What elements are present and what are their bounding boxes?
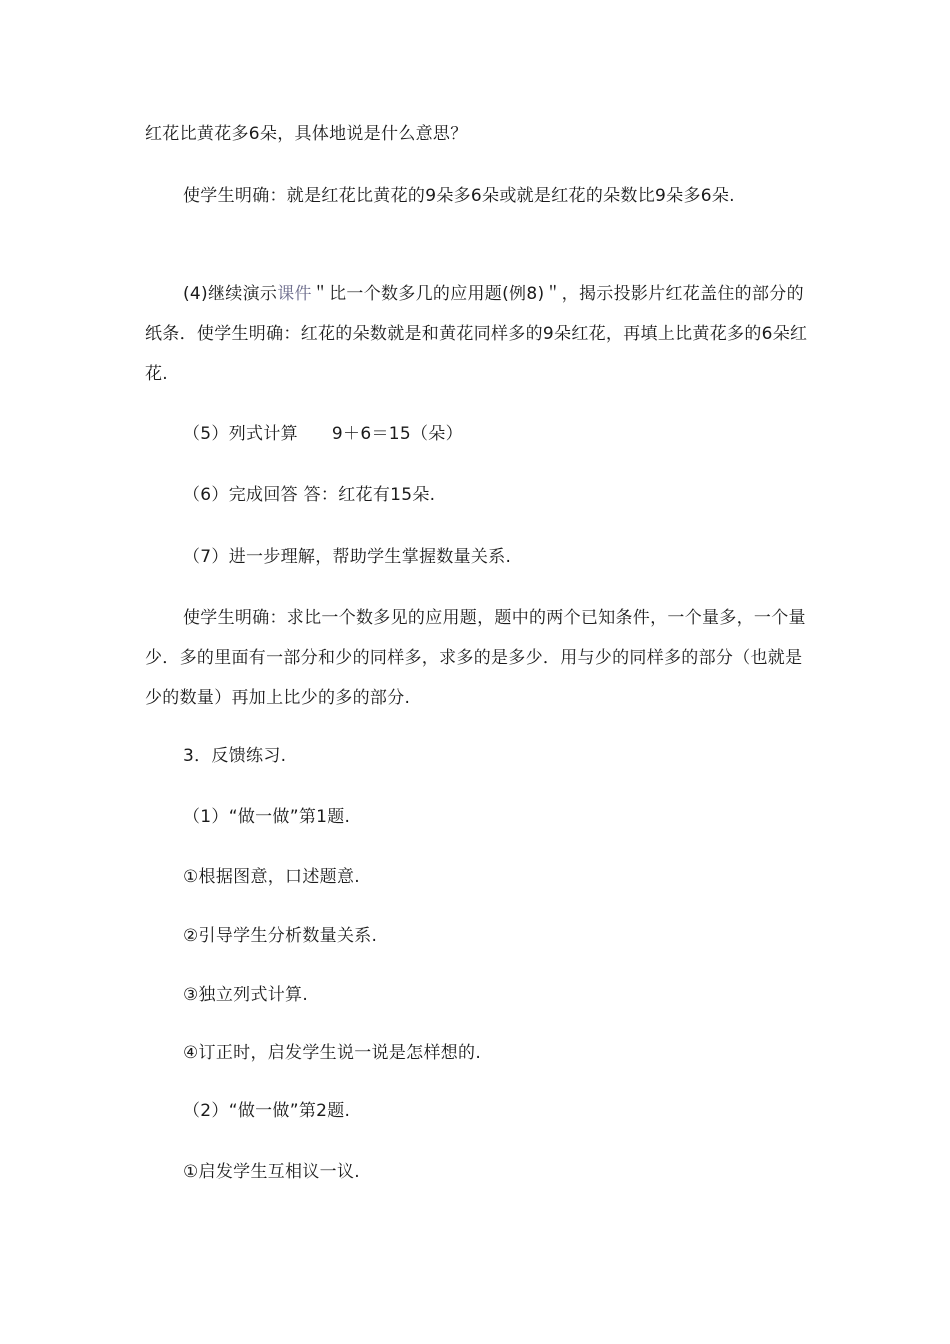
paragraph-answer: （6）完成回答 答：红花有15朵. (183, 485, 436, 505)
demo-suffix: ＂比一个数多几的应用题(例8)＂，揭示投影片红花盖住的部分的纸条．使学生明确：红花的朵数就是和黄花同样多的9朵红花，再填上比黄花多的6朵红花. (145, 284, 808, 384)
demo-prefix: (4)继续演示 (183, 284, 278, 304)
paragraph-formula (145, 414, 810, 454)
formula-label: （5）列式计算 (183, 424, 298, 444)
exercise-step-3: ③独立列式计算. (183, 985, 309, 1005)
exercise-step-2: ②引导学生分析数量关系. (183, 926, 378, 946)
paragraph-demo-courseware (145, 274, 810, 394)
paragraph-question: 红花比黄花多6朵，具体地说是什么意思？ (145, 124, 468, 144)
exercise-item-2: （2）“做一做”第2题. (183, 1101, 351, 1121)
exercise-step-1: ①根据图意，口述题意. (183, 867, 360, 887)
formula-expression: 9＋6＝15（朵） (331, 424, 463, 444)
paragraph-clarify-meaning: 使学生明确：就是红花比黄花的9朵多6朵或就是红花的朵数比9朵多6朵. (183, 186, 735, 206)
courseware-link[interactable]: 课件 (277, 284, 312, 304)
exercise-step-4: ④订正时，启发学生说一说是怎样想的. (183, 1043, 482, 1063)
paragraph-quantity-relation: 使学生明确：求比一个数多见的应用题，题中的两个已知条件，一个量多，一个量少．多的里面有一部分和少的同样多，求多的是多少．用与少的同样多的部分（也就是少的数量）再加上比少的多的部分. (145, 608, 806, 708)
paragraph-understanding: （7）进一步理解，帮助学生掌握数量关系. (183, 547, 512, 567)
exercise-item-2-step-1: ①启发学生互相议一议. (183, 1162, 360, 1182)
section-heading-feedback: 3．反馈练习. (183, 746, 287, 766)
exercise-item-1: （1）“做一做”第1题. (183, 807, 351, 827)
